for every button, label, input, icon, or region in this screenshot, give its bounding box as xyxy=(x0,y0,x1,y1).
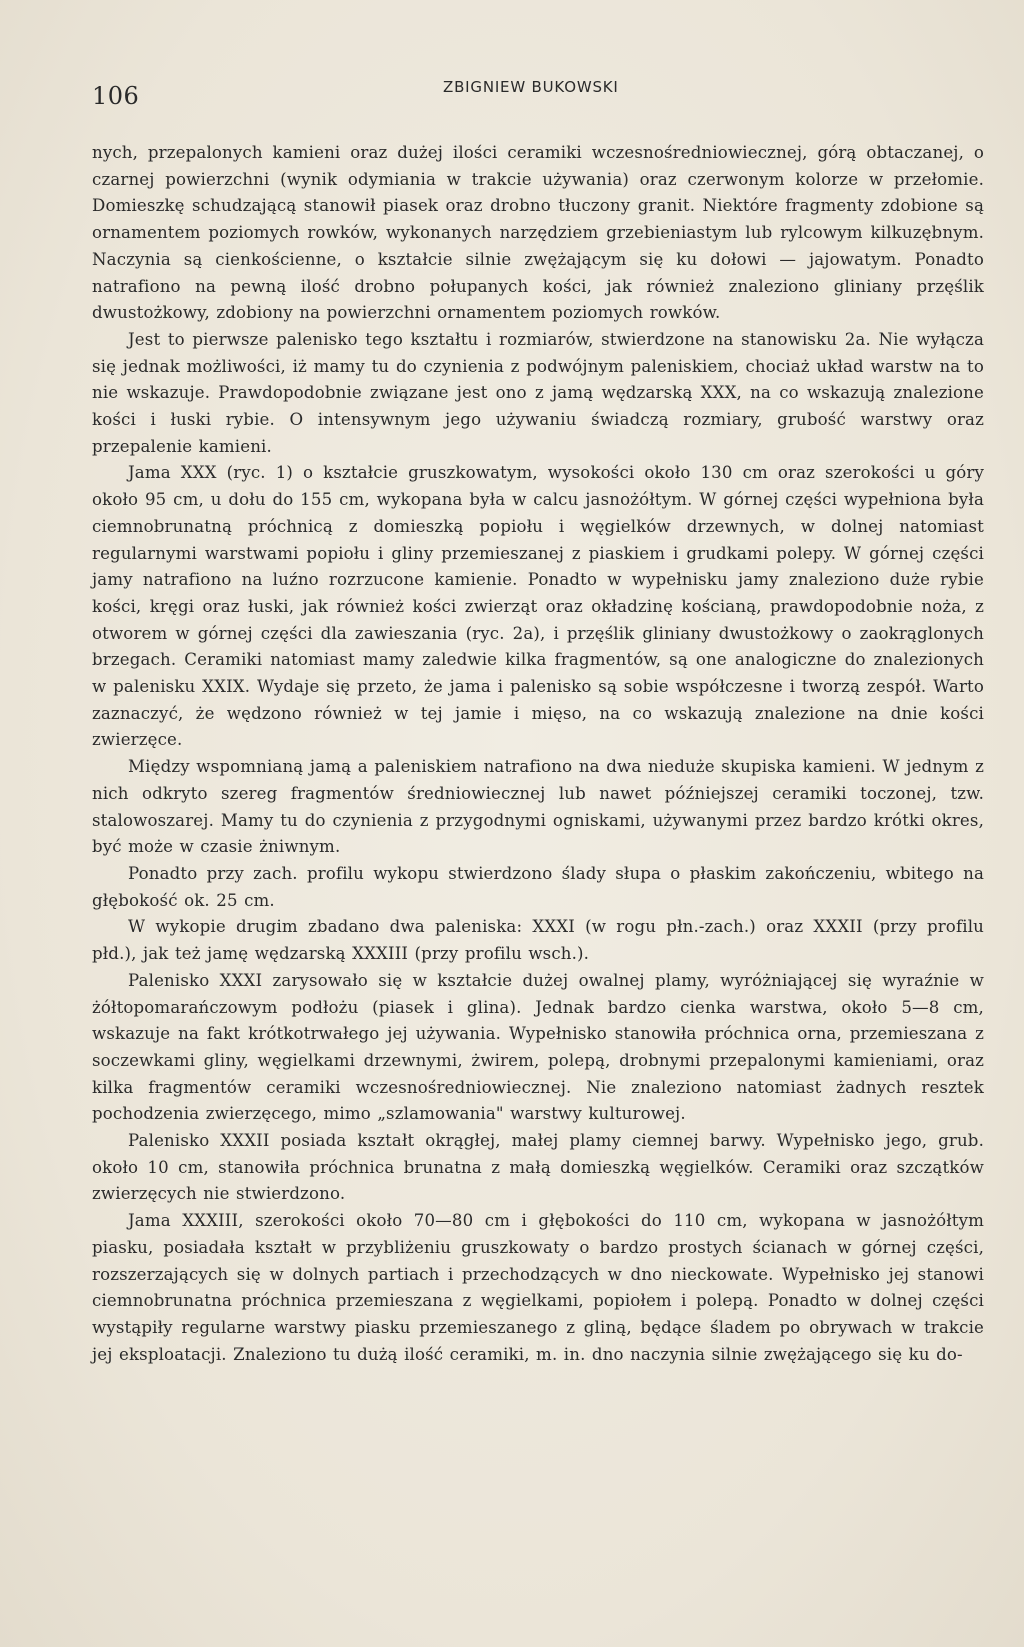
paragraph: Palenisko XXXI zarysowało się w kształcie dużej owalnej plamy, wyróżniającej się wyraźnie w żółtopomarańczowym podłożu (piasek i glina). Jednak bardzo cienka warstwa, około 5—8 cm, wskazuje na fakt krótkotrwałego jej używania. Wypełnisko stanowiła próchnica orna, przemieszana z soczewkami gliny, węgielkami drzewnymi, żwirem, polepą, drobnymi przepalonymi kamieniami, oraz kilka fragmentów ceramiki wczesnośredniowiecznej. Nie znaleziono natomiast żadnych resztek pochodzenia zwierzęcego, mimo „szlamowania" warstwy kulturowej. xyxy=(92,970,984,1124)
paragraph: Ponadto przy zach. profilu wykopu stwierdzono ślady słupa o płaskim zakończeniu, wbitego na głębokość ok. 25 cm. xyxy=(92,863,984,910)
paragraph: Palenisko XXXII posiada kształt okrągłej, małej plamy ciemnej barwy. Wypełnisko jego, grub. około 10 cm, stanowiła próchnica brunatna z małą domieszką węgielków. Ceramiki oraz szczątków zwierzęcych nie stwierdzono. xyxy=(92,1131,984,1204)
body-text xyxy=(92,140,984,1368)
paragraph: Jama XXX (ryc. 1) o kształcie gruszkowatym, wysokości około 130 cm oraz szerokości u góry około 95 cm, u dołu do 155 cm, wykopana była w calcu jasnożółtym. W górnej części wypełniona była ciemnobrunatną próchnicą z domieszką popiołu i węgielków drzewnych, w dolnej natomiast regularnymi warstwami popiołu i gliny przemieszanej z piaskiem i grudkami polepy. W górnej części jamy natrafiono na luźno rozrzucone kamienie. Ponadto w wypełnisku jamy znaleziono duże rybie kości, kręgi oraz łuski, jak również kości zwierząt oraz okładzinę kościaną, prawdopodobnie noża, z otworem w górnej części dla zawieszania (ryc. 2a), i przęślik gliniany dwustożkowy o zaokrąglonych brzegach. Ceramiki natomiast mamy zaledwie kilka fragmentów, są one analogiczne do znalezionych w palenisku XXIX. Wydaje się przeto, że jama i palenisko są sobie współczesne i tworzą zespół. Warto zaznaczyć, że wędzono również w tej jamie i mięso, na co wskazują znalezione na dnie kości zwierzęce. xyxy=(92,463,984,750)
paragraph: Jest to pierwsze palenisko tego kształtu i rozmiarów, stwierdzone na stanowisku 2a. Nie wyłącza się jednak możliwości, iż mamy tu do czynienia z podwójnym paleniskiem, chociaż układ warstw na to nie wskazuje. Prawdopodobnie związane jest ono z jamą wędzarską XXX, na co wskazują znalezione kości i łuski rybie. O intensywnym jego używaniu świadczą rozmiary, grubość warstwy oraz przepalenie kamieni. xyxy=(92,329,984,456)
paragraph: W wykopie drugim zbadano dwa paleniska: XXXI (w rogu płn.-zach.) oraz XXXII (przy profilu płd.), jak też jamę wędzarską XXXIII (przy profilu wsch.). xyxy=(92,917,984,964)
paragraph: nych, przepalonych kamieni oraz dużej ilości ceramiki wczesnośredniowiecznej, górą obtaczanej, o czarnej powierzchni (wynik odymiania w trakcie używania) oraz czerwonym kolorze w przełomie. Domieszkę schudzającą stanowił piasek oraz drobno tłuczony granit. Niektóre fragmenty zdobione są ornamentem poziomych rowków, wykonanych narzędziem grzebieniastym lub rylcowym kilkuzębnym. Naczynia są cienkościenne, o kształcie silnie zwężającym się ku dołowi — jajowatym. Ponadto natrafiono na pewną ilość drobno połupanych kości, jak również znaleziono gliniany przęślik dwustożkowy, zdobiony na powierzchni ornamentem poziomych rowków. xyxy=(92,143,984,323)
paragraph: Między wspomnianą jamą a paleniskiem natrafiono na dwa nieduże skupiska kamieni. W jednym z nich odkryto szereg fragmentów średniowiecznej lub nawet późniejszej ceramiki toczonej, tzw. stalowoszarej. Mamy tu do czynienia z przygodnymi ogniskami, używanymi przez bardzo krótki okres, być może w czasie żniwnym. xyxy=(92,757,984,857)
page-header xyxy=(88,78,984,108)
page-number: 106 xyxy=(92,82,140,110)
paragraph: Jama XXXIII, szerokości około 70—80 cm i głębokości do 110 cm, wykopana w jasnożółtym piasku, posiadała kształt w przybliżeniu gruszkowaty o bardzo prostych ścianach w górnej części, rozszerzających się w dolnych partiach i przechodzących w dno nieckowate. Wypełnisko jej stanowi ciemnobrunatna próchnica przemieszana z węgielkami, popiołem i polepą. Ponadto w dolnej części wystąpiły regularne warstwy piasku przemieszanego z gliną, będące śladem po obrywach w trakcie jej eksploatacji. Znaleziono tu dużą ilość ceramiki, m. in. dno naczynia silnie zwężającego się ku do- xyxy=(92,1211,984,1364)
running-head: ZBIGNIEW BUKOWSKI xyxy=(443,78,619,96)
